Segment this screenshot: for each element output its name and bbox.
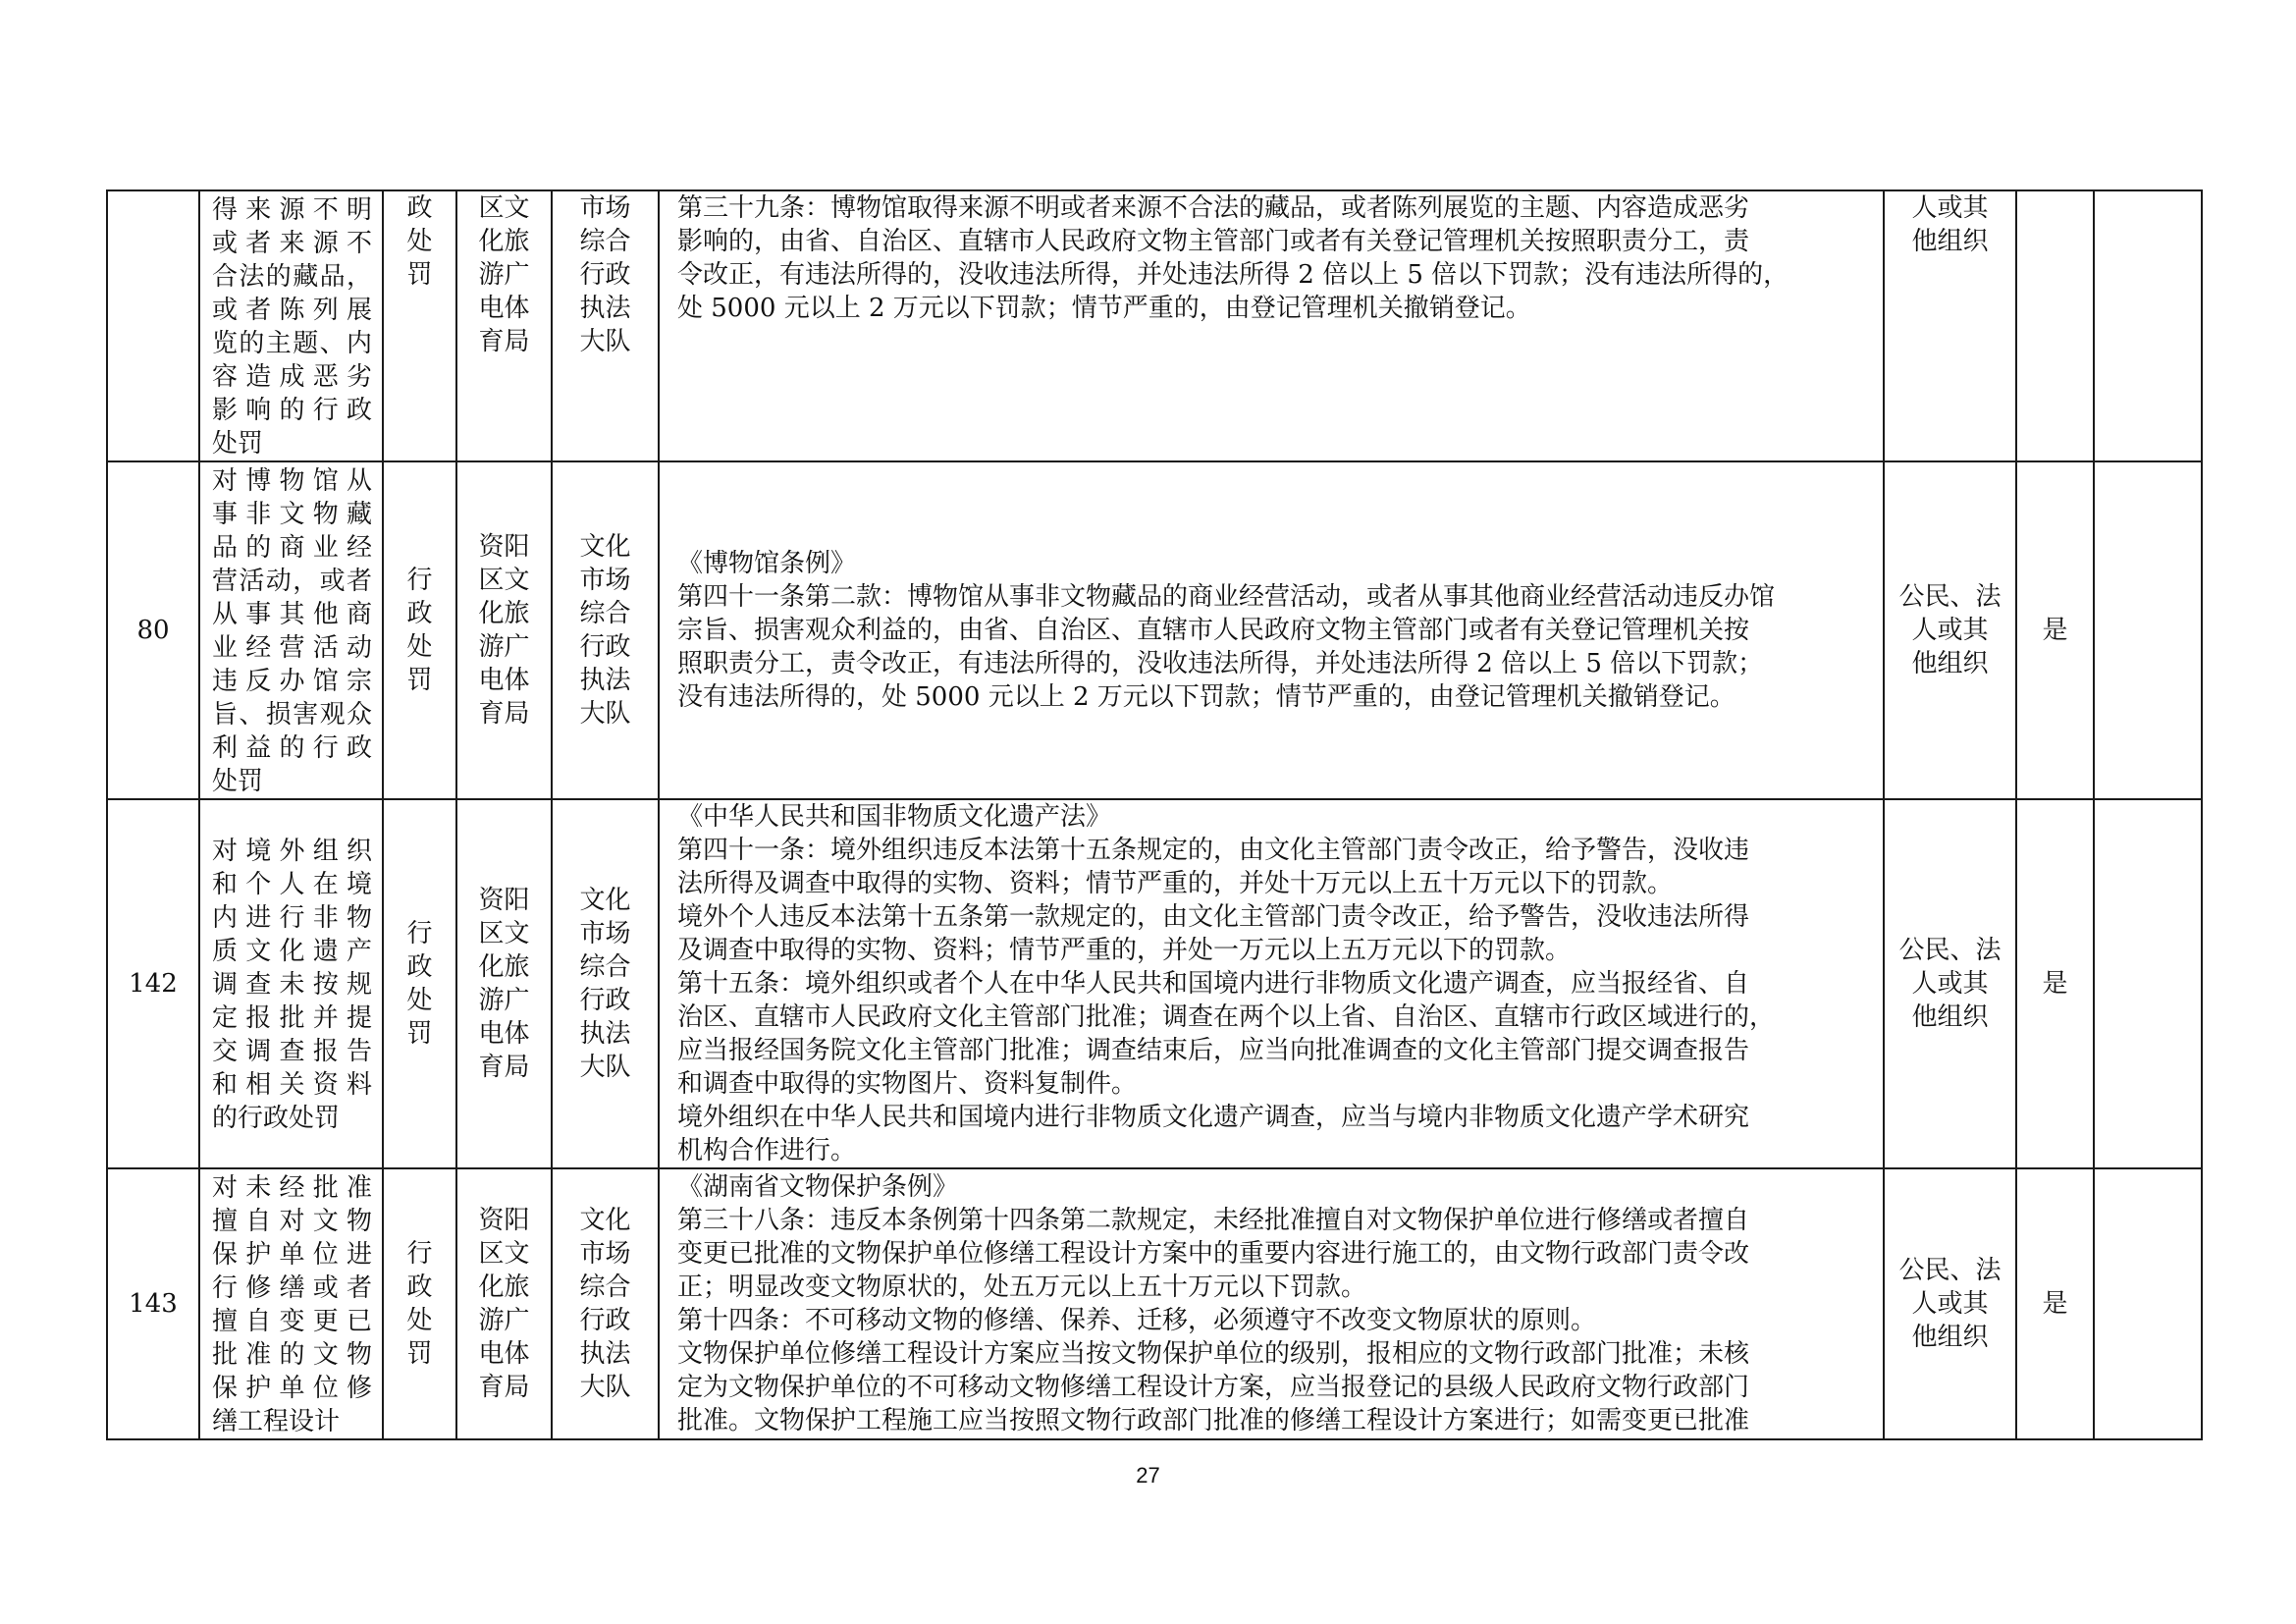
target-object-line: 公民、法 <box>1898 1256 2002 1285</box>
legal-basis-line: 治区、直辖市人民政府文化主管部门批准；调查在两个以上省、自治区、直辖市行政区域进行的， <box>677 1002 1776 1032</box>
cell-number: 142 <box>107 799 199 1168</box>
executor-line: 执法 <box>579 1339 631 1369</box>
target-object-line: 他组织 <box>1911 1002 1989 1032</box>
cell-remarks <box>2094 799 2202 1168</box>
target-object-line: 人或其 <box>1911 969 1989 999</box>
authority-line: 资阳 <box>478 532 530 562</box>
item-name-line: 览的主题、内 <box>212 329 372 358</box>
authority-line: 电体 <box>478 1339 530 1369</box>
category-char: 罚 <box>406 260 433 290</box>
executor-line: 综合 <box>579 599 631 628</box>
item-name-line: 或者陈列展 <box>212 296 372 325</box>
item-name-line: 的行政处罚 <box>212 1104 341 1133</box>
cell-number <box>107 190 199 461</box>
cell-legal-basis <box>659 799 1884 1168</box>
cell-legal-basis <box>659 1168 1884 1439</box>
cell-category <box>383 799 456 1168</box>
cell-authority <box>456 799 552 1168</box>
page-number: 27 <box>1136 1463 1160 1488</box>
executor-line: 文化 <box>579 886 631 915</box>
legal-basis-line: 照职责分工，责令改正，有违法所得的，没收违法所得，并处违法所得 2 倍以上 5 倍以下罚款； <box>677 649 1764 678</box>
legal-basis-line: 应当报经国务院文化主管部门批准；调查结束后，应当向批准调查的文化主管部门提交调查报告 <box>677 1036 1750 1065</box>
cell-authority <box>456 461 552 799</box>
cell-executor <box>552 461 659 799</box>
table-row <box>107 799 2202 1168</box>
authority-line: 区文 <box>478 919 530 948</box>
category-char: 政 <box>406 599 433 628</box>
item-name-line: 对境外组织 <box>212 837 372 866</box>
executor-line: 执法 <box>579 1019 631 1049</box>
item-name-line: 品的商业经 <box>212 533 372 563</box>
authority-line: 化旅 <box>478 1272 530 1302</box>
item-name-line: 影响的行政 <box>212 396 372 425</box>
cell-executor <box>552 190 659 461</box>
cell-number: 80 <box>107 461 199 799</box>
item-name-line: 保护单位进 <box>212 1240 372 1270</box>
legal-basis-line: 机构合作进行。 <box>677 1136 857 1165</box>
item-name-line: 对未经批准 <box>212 1173 372 1203</box>
item-name-line: 违反办馆宗 <box>212 667 372 696</box>
item-name-line: 合法的藏品， <box>212 262 372 292</box>
category-char: 处 <box>406 227 433 256</box>
item-name-line: 或者来源不 <box>212 229 372 258</box>
authority-line: 化旅 <box>478 599 530 628</box>
executor-line: 文化 <box>579 1206 631 1235</box>
item-name-line: 容造成恶劣 <box>212 362 372 392</box>
target-object-line: 人或其 <box>1911 193 1989 223</box>
authority-line: 育局 <box>478 327 530 356</box>
target-object-line: 他组织 <box>1911 1323 1989 1352</box>
executor-line: 执法 <box>579 666 631 695</box>
executor-line: 大队 <box>579 327 631 356</box>
target-object-line: 他组织 <box>1911 649 1989 678</box>
category-char: 政 <box>406 952 433 982</box>
legal-basis-line: 第三十八条：违反本条例第十四条第二款规定，未经批准擅自对文物保护单位进行修缮或者擅自 <box>677 1206 1750 1235</box>
authority-line: 育局 <box>478 1373 530 1402</box>
legal-basis-line: 法所得及调查中取得的实物、资料；情节严重的，并处十万元以上五十万元以下的罚款。 <box>677 869 1674 898</box>
item-name-line: 营活动，或者 <box>212 567 372 596</box>
legal-basis-line: 及调查中取得的实物、资料；情节严重的，并处一万元以上五万元以下的罚款。 <box>677 936 1572 965</box>
authority-line: 游广 <box>478 986 530 1015</box>
item-name-line: 交调查报告 <box>212 1037 372 1066</box>
category-char: 行 <box>406 1239 433 1269</box>
legal-basis-line: 第十四条：不可移动文物的修缮、保养、迁移，必须遵守不改变文物原状的原则。 <box>677 1306 1597 1335</box>
category-char: 行 <box>406 919 433 948</box>
executor-line: 行政 <box>579 632 631 662</box>
executor-line: 执法 <box>579 294 631 323</box>
executor-line: 市场 <box>579 919 631 948</box>
authority-line: 化旅 <box>478 227 530 256</box>
item-name-line: 调查未按规 <box>212 970 372 1000</box>
executor-line: 综合 <box>579 227 631 256</box>
authority-line: 资阳 <box>478 886 530 915</box>
authority-line: 电体 <box>478 666 530 695</box>
item-name-line: 处罚 <box>212 767 264 796</box>
executor-line: 大队 <box>579 1053 631 1082</box>
target-object-line: 公民、法 <box>1898 582 2002 612</box>
cell-flag: 是 <box>2016 1168 2094 1439</box>
authority-line: 区文 <box>478 1239 530 1269</box>
item-name-line: 旨、损害观众 <box>212 700 372 730</box>
executor-line: 综合 <box>579 952 631 982</box>
item-name-line: 对博物馆从 <box>212 466 372 496</box>
executor-line: 行政 <box>579 1306 631 1335</box>
category-char: 政 <box>406 193 433 223</box>
executor-line: 文化 <box>579 532 631 562</box>
item-name-line: 得来源不明 <box>212 195 372 225</box>
penalty-table <box>106 189 2203 1440</box>
cell-remarks <box>2094 190 2202 461</box>
category-char: 罚 <box>406 1339 433 1369</box>
authority-line: 育局 <box>478 1053 530 1082</box>
legal-basis-line: 第四十一条：境外组织违反本法第十五条规定的，由文化主管部门责令改正，给予警告，没收违 <box>677 836 1750 865</box>
target-object-line: 他组织 <box>1911 227 1989 256</box>
executor-line: 市场 <box>579 1239 631 1269</box>
category-char: 政 <box>406 1272 433 1302</box>
item-name-line: 和个人在境 <box>212 870 372 899</box>
legal-basis-line: 境外个人违反本法第十五条第一款规定的，由文化主管部门责令改正，给予警告，没收违法所得 <box>677 902 1750 932</box>
cell-category <box>383 1168 456 1439</box>
executor-line: 市场 <box>579 566 631 595</box>
legal-basis-line: 定为文物保护单位的不可移动文物修缮工程设计方案，应当报登记的县级人民政府文物行政部门 <box>677 1373 1750 1402</box>
cell-target-object <box>1884 799 2016 1168</box>
cell-item-name <box>199 1168 383 1439</box>
cell-flag: 是 <box>2016 461 2094 799</box>
item-name-line: 擅自对文物 <box>212 1207 372 1236</box>
cell-authority <box>456 190 552 461</box>
item-name-line: 业经营活动 <box>212 633 372 663</box>
cell-category <box>383 190 456 461</box>
item-name-line: 保护单位修 <box>212 1374 372 1403</box>
authority-line: 区文 <box>478 566 530 595</box>
legal-basis-line: 宗旨、损害观众利益的，由省、自治区、直辖市人民政府文物主管部门或者有关登记管理机关按 <box>677 616 1750 645</box>
executor-line: 市场 <box>579 193 631 223</box>
executor-line: 行政 <box>579 260 631 290</box>
legal-basis-line: 正；明显改变文物原状的，处五万元以上五十万元以下罚款。 <box>677 1272 1367 1302</box>
authority-line: 游广 <box>478 1306 530 1335</box>
category-char: 处 <box>406 986 433 1015</box>
cell-category <box>383 461 456 799</box>
cell-target-object <box>1884 190 2016 461</box>
item-name-line: 利益的行政 <box>212 733 372 763</box>
cell-legal-basis <box>659 461 1884 799</box>
item-name-line: 批准的文物 <box>212 1340 372 1370</box>
legal-basis-line: 批准。文物保护工程施工应当按照文物行政部门批准的修缮工程设计方案进行；如需变更已批准 <box>677 1406 1750 1435</box>
authority-line: 电体 <box>478 294 530 323</box>
cell-number: 143 <box>107 1168 199 1439</box>
item-name-line: 质文化遗产 <box>212 937 372 966</box>
item-name-line: 擅自变更已 <box>212 1307 372 1336</box>
item-name-line: 处罚 <box>212 429 264 459</box>
legal-basis-line: 处 5000 元以上 2 万元以下罚款；情节严重的，由登记管理机关撤销登记。 <box>677 294 1531 323</box>
legal-basis-line: 文物保护单位修缮工程设计方案应当按文物保护单位的级别，报相应的文物行政部门批准；未核 <box>677 1339 1750 1369</box>
legal-basis-line: 没有违法所得的，处 5000 元以上 2 万元以下罚款；情节严重的，由登记管理机关撤销登记。 <box>677 682 1735 712</box>
table-body <box>107 190 2202 1439</box>
cell-legal-basis <box>659 190 1884 461</box>
legal-basis-line: 第十五条：境外组织或者个人在中华人民共和国境内进行非物质文化遗产调查，应当报经省、自 <box>677 969 1750 999</box>
cell-executor <box>552 799 659 1168</box>
legal-basis-line: 第四十一条第二款：博物馆从事非文物藏品的商业经营活动，或者从事其他商业经营活动违反办馆 <box>677 582 1776 612</box>
executor-line: 行政 <box>579 986 631 1015</box>
target-object-line: 公民、法 <box>1898 936 2002 965</box>
category-char: 处 <box>406 1306 433 1335</box>
authority-line: 化旅 <box>478 952 530 982</box>
cell-remarks <box>2094 1168 2202 1439</box>
item-name-line: 事非文物藏 <box>212 500 372 529</box>
executor-line: 综合 <box>579 1272 631 1302</box>
cell-executor <box>552 1168 659 1439</box>
category-char: 罚 <box>406 1019 433 1049</box>
category-char: 罚 <box>406 666 433 695</box>
item-name-line: 和相关资料 <box>212 1070 372 1100</box>
cell-target-object <box>1884 1168 2016 1439</box>
cell-flag <box>2016 190 2094 461</box>
table-row <box>107 190 2202 461</box>
legal-basis-line: 影响的，由省、自治区、直辖市人民政府文物主管部门或者有关登记管理机关按照职责分工，责 <box>677 227 1750 256</box>
cell-remarks <box>2094 461 2202 799</box>
item-name-line: 内进行非物 <box>212 903 372 933</box>
category-char: 行 <box>406 566 433 595</box>
target-object-line: 人或其 <box>1911 1289 1989 1319</box>
cell-item-name <box>199 799 383 1168</box>
cell-authority <box>456 1168 552 1439</box>
legal-basis-line: 和调查中取得的实物图片、资料复制件。 <box>677 1069 1138 1099</box>
item-name-line: 定报批并提 <box>212 1003 372 1033</box>
authority-line: 育局 <box>478 699 530 729</box>
cell-target-object <box>1884 461 2016 799</box>
cell-item-name <box>199 190 383 461</box>
executor-line: 大队 <box>579 1373 631 1402</box>
authority-line: 游广 <box>478 632 530 662</box>
legal-basis-line: 《湖南省文物保护条例》 <box>677 1172 959 1202</box>
item-name-line: 缮工程设计 <box>212 1407 341 1436</box>
authority-line: 区文 <box>478 193 530 223</box>
legal-basis-line: 《中华人民共和国非物质文化遗产法》 <box>677 802 1112 832</box>
item-name-line: 从事其他商 <box>212 600 372 629</box>
legal-basis-line: 境外组织在中华人民共和国境内进行非物质文化遗产调查，应当与境内非物质文化遗产学术研究 <box>677 1103 1750 1132</box>
legal-basis-line: 令改正，有违法所得的，没收违法所得，并处违法所得 2 倍以上 5 倍以下罚款；没有违法所得的， <box>677 260 1789 290</box>
authority-line: 游广 <box>478 260 530 290</box>
legal-basis-line: 《博物馆条例》 <box>677 549 857 578</box>
table-row <box>107 461 2202 799</box>
target-object-line: 人或其 <box>1911 616 1989 645</box>
table-row <box>107 1168 2202 1439</box>
executor-line: 大队 <box>579 699 631 729</box>
category-char: 处 <box>406 632 433 662</box>
cell-flag: 是 <box>2016 799 2094 1168</box>
legal-basis-line: 第三十九条：博物馆取得来源不明或者来源不合法的藏品，或者陈列展览的主题、内容造成恶劣 <box>677 193 1750 223</box>
item-name-line: 行修缮或者 <box>212 1273 372 1303</box>
authority-line: 资阳 <box>478 1206 530 1235</box>
authority-line: 电体 <box>478 1019 530 1049</box>
cell-item-name <box>199 461 383 799</box>
legal-basis-line: 变更已批准的文物保护单位修缮工程设计方案中的重要内容进行施工的，由文物行政部门责令改 <box>677 1239 1750 1269</box>
